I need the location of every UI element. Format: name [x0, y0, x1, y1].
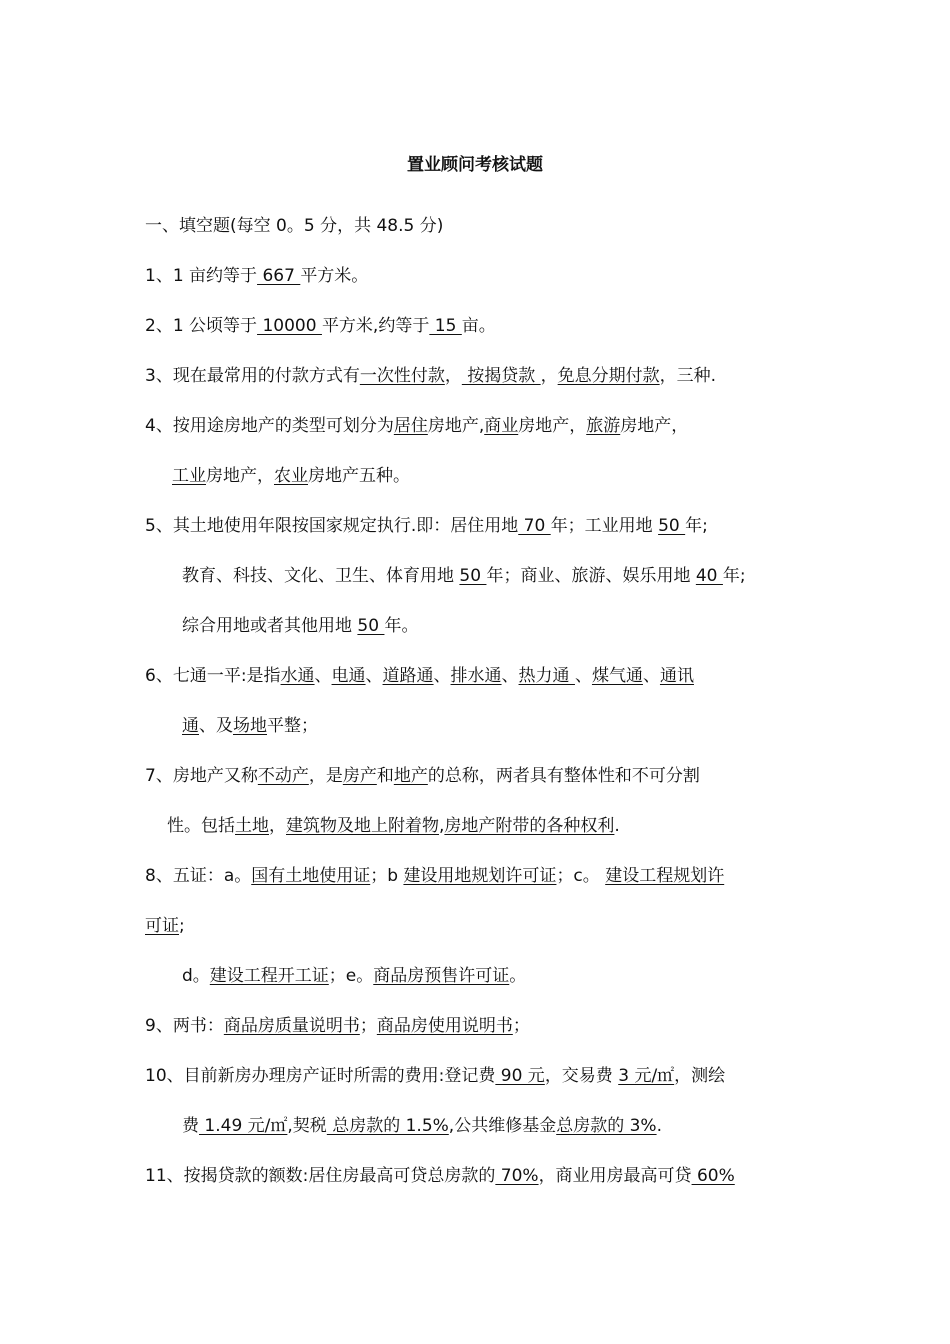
answer-blank: 50: [459, 566, 487, 586]
question-text: 性。包括: [167, 816, 235, 836]
question-text: 、: [574, 666, 592, 686]
question-text: ，是: [308, 766, 343, 786]
answer-blank: 居住: [393, 416, 428, 436]
question-text: 3、现在最常用的付款方式有: [145, 366, 360, 386]
question-text: 2、1 公顷等于: [145, 316, 258, 336]
page-title: 置业顾问考核试题: [407, 155, 543, 175]
answer-blank: 煤气通: [591, 666, 643, 686]
answer-blank: 总房款的 3%: [556, 1116, 657, 1136]
exam-line: [145, 264, 368, 288]
answer-blank: 地产: [393, 766, 428, 786]
answer-blank: 50: [357, 616, 385, 636]
question-text: 年；商业、旅游、娱乐用地: [486, 566, 696, 586]
question-text: .: [656, 1116, 662, 1136]
question-text: 、及: [199, 716, 233, 736]
exam-line: [145, 1164, 735, 1188]
answer-blank: 道路通: [382, 666, 434, 686]
question-text: ，测绘: [674, 1066, 726, 1086]
exam-line: [145, 314, 496, 338]
answer-blank: 通讯: [659, 666, 694, 686]
question-text: 和: [376, 766, 394, 786]
exam-line: [145, 414, 688, 438]
question-text: 年。: [384, 616, 419, 636]
answer-blank: 旅游: [586, 416, 621, 436]
question-text: 10、目前新房办理房产证时所需的费用:登记费: [145, 1066, 496, 1086]
question-text: 综合用地或者其他用地: [182, 616, 358, 636]
answer-blank: 工业: [172, 466, 206, 486]
question-text: 房地产，: [206, 466, 274, 486]
answer-blank: 3 元/㎡: [618, 1066, 675, 1086]
question-text: 费: [182, 1116, 199, 1136]
answer-blank: 60%: [691, 1166, 735, 1186]
question-text: 6、七通一平:是指: [145, 666, 281, 686]
exam-line: [145, 1014, 530, 1038]
answer-blank: 商品房质量说明书: [223, 1016, 360, 1036]
question-text: ，: [269, 816, 286, 836]
exam-line: [182, 964, 526, 988]
question-text: ，: [444, 366, 462, 386]
answer-blank: 建设工程开工证: [209, 966, 329, 986]
exam-line: [145, 214, 443, 238]
question-text: 年;: [685, 516, 708, 536]
question-text: 亩。: [461, 316, 496, 336]
question-text: 平整；: [267, 716, 318, 736]
question-text: ，: [540, 366, 558, 386]
question-text: .: [614, 816, 620, 836]
answer-blank: 房地产附带的各种权利: [444, 816, 615, 836]
answer-blank: 通: [182, 716, 199, 736]
answer-blank: 建设工程规划许: [605, 866, 725, 886]
question-text: 8、五证：a。: [145, 866, 252, 886]
answer-blank: 不动产: [257, 766, 309, 786]
answer-blank: 排水通: [450, 666, 502, 686]
answer-blank: 农业: [274, 466, 308, 486]
exam-line: [145, 1064, 725, 1088]
question-text: 5、其土地使用年限按国家规定执行.即：居住用地: [145, 516, 519, 536]
question-text: 的总称，两者具有整体性和不可分割: [427, 766, 700, 786]
question-text: 年；工业用地: [550, 516, 659, 536]
question-text: 平方米。: [300, 266, 369, 286]
question-text: d。: [182, 966, 210, 986]
answer-blank: 1.49 元/㎡: [199, 1116, 288, 1136]
question-text: ,公共维修基金: [448, 1116, 557, 1136]
exam-line: [182, 564, 746, 588]
answer-blank: 场地: [233, 716, 267, 736]
answer-blank: 667: [257, 266, 301, 286]
answer-blank: 商品房使用说明书: [376, 1016, 513, 1036]
exam-line: [167, 814, 620, 838]
answer-blank: 70: [518, 516, 551, 536]
answer-blank: 国有土地使用证: [251, 866, 371, 886]
answer-blank: 10000: [257, 316, 322, 336]
exam-line: [145, 514, 708, 538]
question-text: 、: [642, 666, 660, 686]
question-text: 、: [501, 666, 519, 686]
answer-blank: 房产: [342, 766, 377, 786]
question-text: ，交易费: [544, 1066, 619, 1086]
answer-blank: 电通: [331, 666, 366, 686]
exam-line: [145, 864, 724, 888]
question-text: 一、填空题(每空 0。5 分，共 48.5 分): [145, 216, 444, 236]
answer-blank: 建筑物及地上附着物: [286, 816, 439, 836]
exam-line: [145, 664, 694, 688]
question-text: ；: [512, 1016, 530, 1036]
answer-blank: 总房款的 1.5%: [326, 1116, 449, 1136]
question-text: ,: [439, 816, 445, 836]
exam-line: [145, 914, 185, 938]
exam-line: [182, 714, 318, 738]
question-text: ；c。: [556, 866, 606, 886]
question-text: ，商业用房最高可贷: [538, 1166, 692, 1186]
question-text: ;: [179, 916, 185, 936]
question-text: 、: [433, 666, 451, 686]
answer-blank: 可证: [145, 916, 179, 936]
question-text: ,契税: [287, 1116, 327, 1136]
answer-blank: 按揭贷款: [461, 366, 541, 386]
question-text: ；e。: [328, 966, 374, 986]
answer-blank: 建设用地规划许可证: [403, 866, 557, 886]
answer-blank: 90 元: [495, 1066, 545, 1086]
exam-line: [145, 364, 716, 388]
question-text: ；: [359, 1016, 377, 1036]
answer-blank: 50: [658, 516, 686, 536]
question-text: 11、按揭贷款的额数:居住房最高可贷总房款的: [145, 1166, 496, 1186]
exam-line: [145, 764, 700, 788]
exam-line: [182, 614, 418, 638]
exam-line: [172, 464, 410, 488]
exam-line: [182, 1114, 662, 1138]
question-text: ；b: [370, 866, 404, 886]
question-text: 、: [365, 666, 383, 686]
question-text: ，三种.: [659, 366, 717, 386]
question-text: 教育、科技、文化、卫生、体育用地: [182, 566, 460, 586]
question-text: 。: [509, 966, 527, 986]
answer-blank: 土地: [235, 816, 269, 836]
answer-blank: 商业: [484, 416, 519, 436]
answer-blank: 水通: [280, 666, 315, 686]
question-text: 、: [314, 666, 332, 686]
question-text: 平方米,约等于: [321, 316, 430, 336]
answer-blank: 15: [429, 316, 462, 336]
answer-blank: 免息分期付款: [557, 366, 660, 386]
answer-blank: 热力通: [518, 666, 575, 686]
question-text: 年;: [722, 566, 746, 586]
answer-blank: 70%: [495, 1166, 539, 1186]
question-text: 1、1 亩约等于: [145, 266, 258, 286]
question-text: 房地产，: [620, 416, 689, 436]
question-text: 7、房地产又称: [145, 766, 258, 786]
answer-blank: 40: [695, 566, 723, 586]
answer-blank: 商品房预售许可证: [373, 966, 510, 986]
question-text: 9、两书：: [145, 1016, 224, 1036]
question-text: 4、按用途房地产的类型可划分为: [145, 416, 394, 436]
question-text: 房地产五种。: [308, 466, 410, 486]
question-text: 房地产，: [518, 416, 587, 436]
answer-blank: 一次性付款: [359, 366, 445, 386]
question-text: 房地产,: [427, 416, 485, 436]
